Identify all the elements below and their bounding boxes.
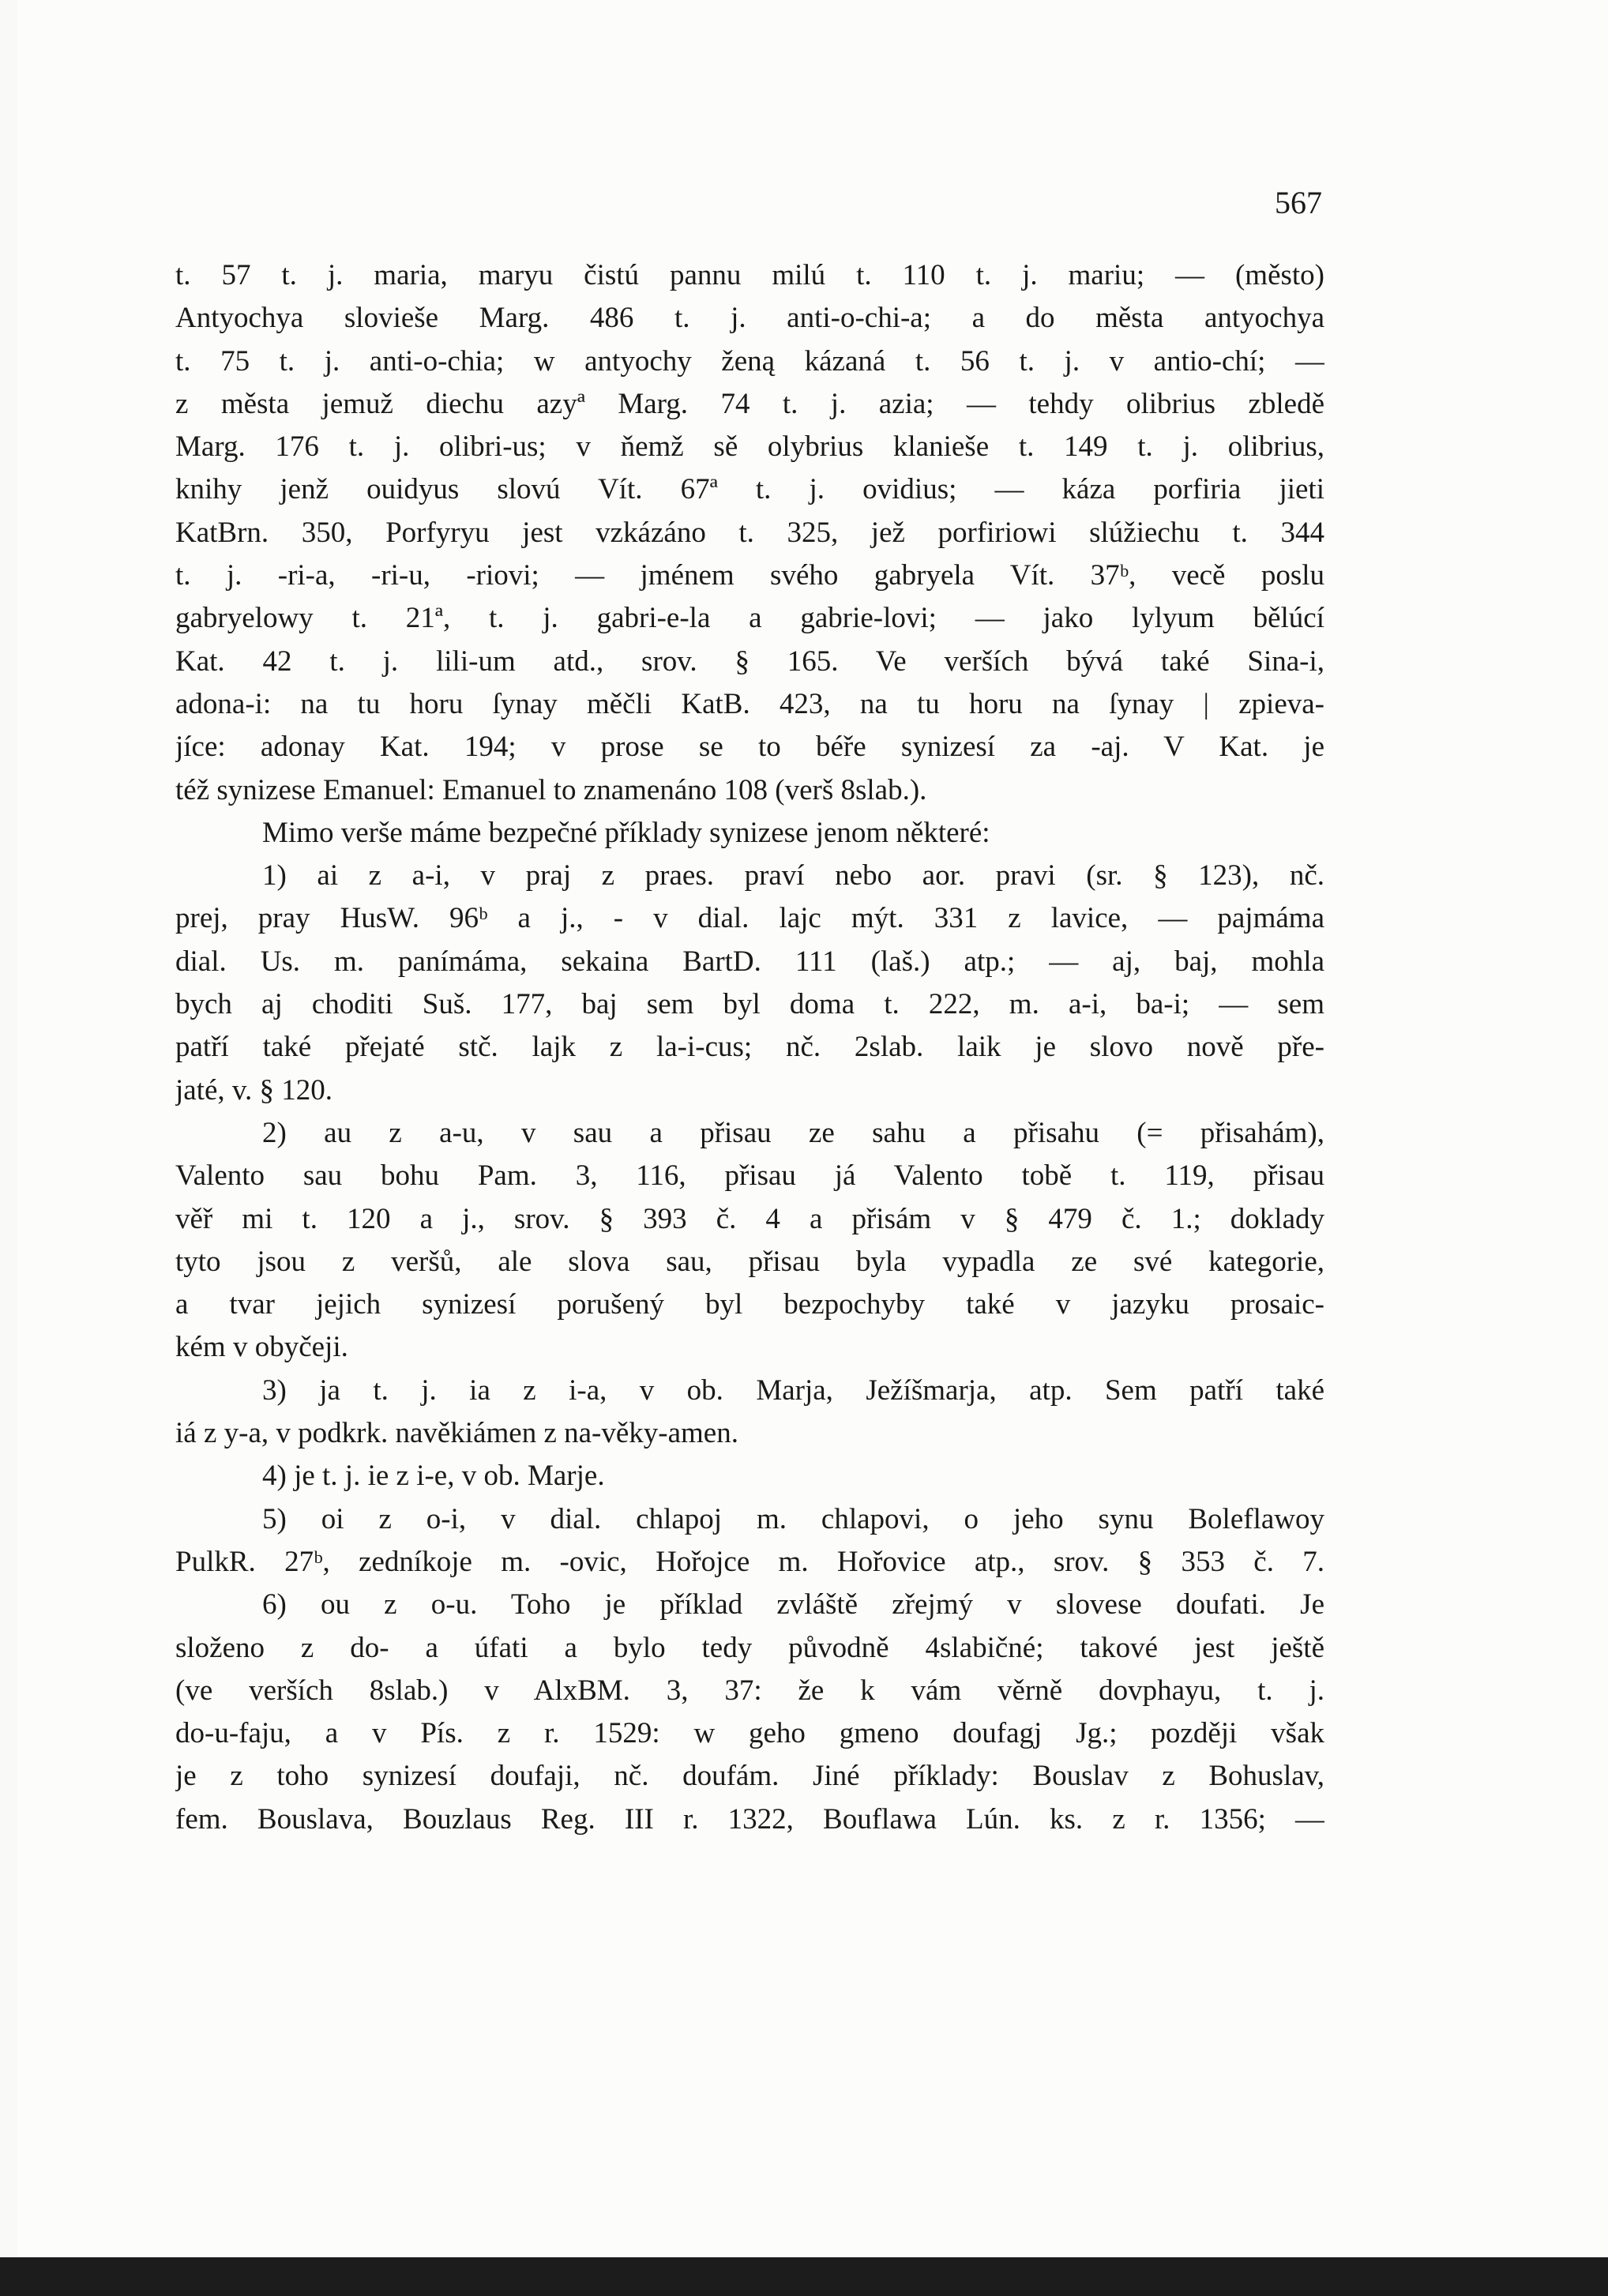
text-line: t. 75 t. j. anti-o-chia; w antyochy ženą kázaná t. 56 t. j. v antio-chí; — — [175, 344, 1324, 378]
text-line: patří také přejaté stč. lajk z la-i-cus; nč. 2slab. laik je slovo nově pře- — [175, 1031, 1324, 1064]
text-line: KatBrn. 350, Porfyryu jest vzkázáno t. 325, jež porfiriowi slúžiechu t. 344 — [175, 516, 1324, 549]
text-line: prej, pray HusW. 96ᵇ a j., - v dial. lajc mýt. 331 z lavice, — pajmáma — [175, 902, 1324, 935]
text-line: dial. Us. m. panímáma, sekaina BartD. 111 (laš.) atp.; — aj, baj, mohla — [175, 945, 1324, 978]
text-line: složeno z do- a úfati a bylo tedy původně 4slabičné; takové jest ještě — [175, 1631, 1324, 1664]
item-line: 3) ja t. j. ia z i-a, v ob. Marja, Ježíšmarja, atp. Sem patří také — [262, 1373, 1324, 1407]
text-line: gabryelowy t. 21ª, t. j. gabri-e-la a gabrie-lovi; — jako lylyum bělúcí — [175, 602, 1324, 635]
text-line: t. j. -ri-a, -ri-u, -riovi; — jménem svého gabryela Vít. 37ᵇ, vecě poslu — [175, 559, 1324, 592]
item-line: 4) je t. j. ie z i-e, v ob. Marje. — [262, 1460, 605, 1493]
text-line: z města jemuž diechu azyª Marg. 74 t. j. azia; — tehdy olibrius zbledě — [175, 387, 1324, 420]
section-heading-line: Mimo verše máme bezpečné příklady synizese jenom některé: — [262, 816, 990, 849]
text-line: věř mi t. 120 a j., srov. § 393 č. 4 a přisám v § 479 č. 1.; doklady — [175, 1202, 1324, 1235]
text-line: tyto jsou z veršů, ale slova sau, přisau byla vypadla ze své kategorie, — [175, 1245, 1324, 1278]
item-line: 2) au z a-u, v sau a přisau ze sahu a přisahu (= přisahám), — [262, 1116, 1324, 1149]
text-line: jíce: adonay Kat. 194; v prose se to béře synizesí za -aj. V Kat. je — [175, 731, 1324, 764]
text-line: též synizese Emanuel: Emanuel to znamenáno 108 (verš 8slab.). — [175, 773, 927, 806]
item-line: 5) oi z o-i, v dial. chlapoj m. chlapovi, o jeho synu Boleflawoy — [262, 1502, 1324, 1535]
text-line: PulkR. 27ᵇ, zedníkoje m. -ovic, Hořojce m. Hořovice atp., srov. § 353 č. 7. — [175, 1545, 1324, 1578]
text-line: fem. Bouslava, Bouzlaus Reg. III r. 1322, Bouflawa Lún. ks. z r. 1356; — — [175, 1802, 1324, 1836]
text-line: knihy jenž ouidyus slovú Vít. 67ª t. j. ovidius; — káza porfiria jieti — [175, 473, 1324, 506]
scan-border — [0, 2257, 1608, 2296]
text-line: jaté, v. § 120. — [175, 1073, 333, 1107]
text-line: Valento sau bohu Pam. 3, 116, přisau já Valento tobě t. 119, přisau — [175, 1159, 1324, 1193]
text-line: kém v obyčeji. — [175, 1331, 348, 1364]
text-line: t. 57 t. j. maria, maryu čistú pannu milú t. 110 t. j. mariu; — (město) — [175, 259, 1324, 291]
text-line: bych aj choditi Suš. 177, baj sem byl doma t. 222, m. a-i, ba-i; — sem — [175, 988, 1324, 1021]
text-line: Kat. 42 t. j. lili-um atd., srov. § 165. Ve verších bývá také Sina-i, — [175, 644, 1324, 678]
text-line: (ve verších 8slab.) v AlxBM. 3, 37: že k vám věrně dovphayu, t. j. — [175, 1674, 1324, 1707]
book-page — [17, 0, 1608, 2257]
text-line: iá z y-a, v podkrk. navěkiámen z na-věky-amen. — [175, 1417, 738, 1450]
text-line: adona-i: na tu horu ſynay měčli KatB. 423, na tu horu na ſynay | zpieva- — [175, 687, 1324, 720]
body-text — [175, 254, 1324, 1841]
text-line: a tvar jejich synizesí porušený byl bezpochyby také v jazyku prosaic- — [175, 1288, 1324, 1321]
text-line: do-u-faju, a v Pís. z r. 1529: w geho gmeno doufagj Jg.; později však — [175, 1717, 1324, 1750]
text-line: Marg. 176 t. j. olibri-us; v ňemž sě olybrius klanieše t. 149 t. j. olibrius, — [175, 430, 1324, 464]
item-line: 6) ou z o-u. Toho je příklad zvláště zřejmý v slovese doufati. Je — [262, 1588, 1324, 1621]
text-line: Antyochya slovieše Marg. 486 t. j. anti-o-chi-a; a do města antyochya — [175, 302, 1324, 335]
item-line: 1) ai z a-i, v praj z praes. praví nebo aor. pravi (sr. § 123), nč. — [262, 859, 1324, 892]
text-line: je z toho synizesí doufaji, nč. doufám. Jiné příklady: Bouslav z Bohuslav, — [175, 1760, 1324, 1793]
page-number: 567 — [1275, 185, 1322, 220]
